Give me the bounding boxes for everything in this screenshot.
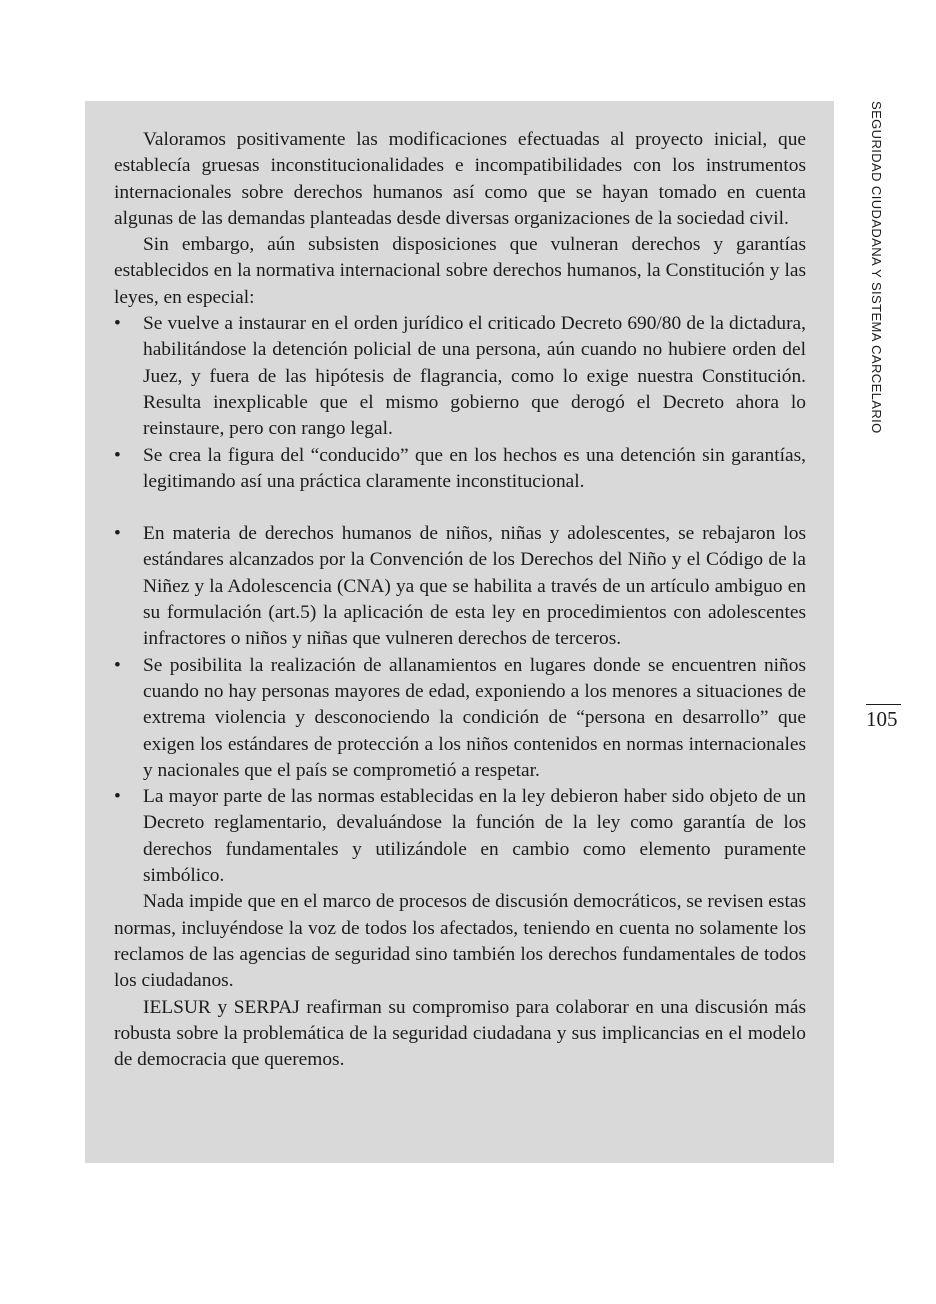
closing-paragraph-2: IELSUR y SERPAJ reafirman su compromiso para colaborar en una discusión más robusta sobre la problemática de la seguridad ciudadana y sus implicancias en el modelo de democracia que queremos. xyxy=(114,996,806,1071)
bullet-text: Se vuelve a instaurar en el orden jurídico el criticado Decreto 690/80 de la dictadura, habilitándose la detención policial de una persona, aún cuando no hubiere orden del Juez, y fuera de las hipótesis de flagrancia, como lo exige nuestra Constitución. Resulta inexplicable que el mismo gobierno que derogó el Decreto ahora lo reinstaure, pero con rango legal. xyxy=(143,313,806,440)
bullet-text: Se crea la figura del “conducido” que en los hechos es una detención sin garantías, legitimando así una práctica claramente inconstitucional. xyxy=(143,444,806,492)
page-number-rule xyxy=(866,704,901,705)
bullet-text: Se posibilita la realización de allanamientos en lugares donde se encuentren niños cuando no hay personas mayores de edad, exponiendo a los menores a situaciones de extrema violencia y desconociendo la condición de “persona en desarrollo” que exigen los estándares de protección a los niños contenidos en normas internacionales y nacionales que el país se comprometió a respetar. xyxy=(143,654,806,781)
closing-paragraph-1: Nada impide que en el marco de procesos de discusión democráticos, se revisen estas normas, incluyéndose la voz de todos los afectados, teniendo en cuenta no solamente los reclamos de las agencias de seguridad sino también los derechos fundamentales de todos los ciudadanos. xyxy=(114,891,806,992)
bullet-item-decreto-reglamentario xyxy=(114,784,806,889)
bullet-item-ninos xyxy=(114,521,806,652)
bullet-item-decreto xyxy=(114,311,806,442)
bullet-item-conducido xyxy=(114,443,806,496)
bullet-icon: • xyxy=(114,654,121,676)
paragraph-gap xyxy=(114,495,806,521)
bullet-text: La mayor parte de las normas establecidas en la ley debieron haber sido objeto de un Decreto reglamentario, devaluándose la función de la ley como garantía de los derechos fundamentales y utilizándole en cambio como elemento puramente simbólico. xyxy=(143,786,806,887)
intro-paragraph-2: Sin embargo, aún subsisten disposiciones que vulneran derechos y garantías establecidos en la normativa internacional sobre derechos humanos, la Constitución y las leyes, en especial: xyxy=(114,234,806,308)
bullet-icon: • xyxy=(114,523,121,545)
bullet-text: En materia de derechos humanos de niños, niñas y adolescentes, se rebajaron los estándares alcanzados por la Convención de los Derechos del Niño y el Código de la Niñez y la Adolescencia (CNA) ya que se habilita a través de un artículo ambiguo en su formulación (art.5) la aplicación de esta ley en procedimientos con adolescentes infractores o niños y niñas que vulneren derechos de terceros. xyxy=(143,523,806,650)
bullet-icon: • xyxy=(114,786,121,808)
intro-paragraph-1: Valoramos positivamente las modificaciones efectuadas al proyecto inicial, que establecía gruesas inconstitucionalidades e incompatibilidades con los instrumentos internacionales sobre derechos humanos así como que se hayan tomado en cuenta algunas de las demandas planteadas desde diversas organizaciones de la sociedad civil. xyxy=(114,129,806,229)
bullet-list-1 xyxy=(114,311,806,495)
bullet-list-2 xyxy=(114,521,806,889)
bullet-icon: • xyxy=(114,313,121,335)
running-header: SEGURIDAD CIUDADANA Y SISTEMA CARCELARIO xyxy=(869,101,884,434)
bullet-item-allanamientos xyxy=(114,653,806,784)
bullet-icon: • xyxy=(114,444,121,466)
body-text xyxy=(114,127,806,1073)
page-number: 105 xyxy=(866,707,898,731)
